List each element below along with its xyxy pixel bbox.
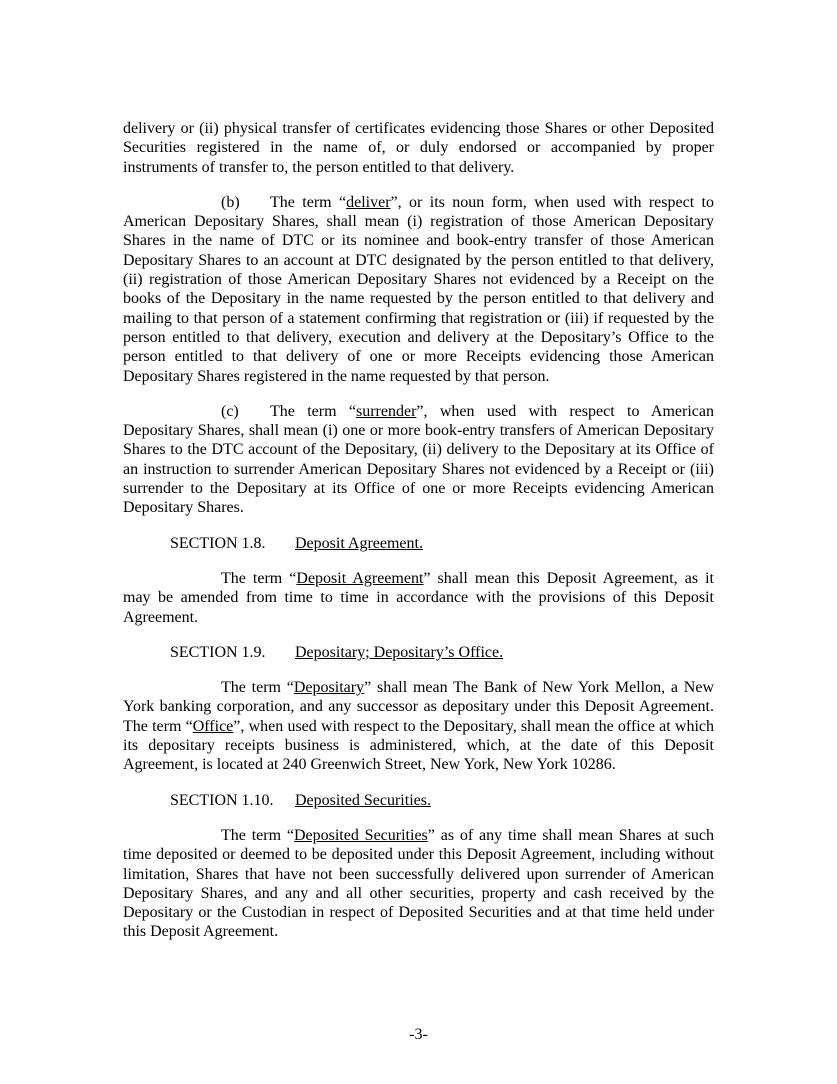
section-heading xyxy=(170,534,714,553)
text-run: ” shall mean this Deposit Agreement, as it may be amended from time to time in accordance with the provisions of this Deposit Agreement. xyxy=(123,569,714,626)
text-run: The term “ xyxy=(221,826,294,844)
text-run: delivery or (ii) physical transfer of certificates evidencing those Shares or other Deposited Securities registered in the name of, or duly endorsed or accompanied by proper instruments of transfer to, the person entitled to that delivery. xyxy=(123,120,714,176)
document-body xyxy=(123,119,714,958)
paragraph xyxy=(123,678,714,774)
section-title: Deposited Securities. xyxy=(295,791,431,809)
paragraph xyxy=(123,119,714,177)
paragraph-label: (b) xyxy=(221,193,240,211)
text-run: ”, when used with respect to the Depositary, shall mean the office at which its depositary receipts business is administered, which, at the date of this Deposit Agreement, is located at 240 Greenwich Street, New York, New York 10286. xyxy=(123,717,714,774)
text-run: ”, when used with respect to American Depositary Shares, shall mean (i) one or more book-entry transfers of American Depositary Shares to the DTC account of the Depositary, (ii) delivery to the Depositary at its Office of an instruction to surrender American Depositary Shares not evidenced by a Receipt or (iii) surrender to the Depositary at its Office of one or more Receipts evidencing American Depositary Shares. xyxy=(123,402,714,517)
section-number: SECTION 1.8. xyxy=(170,534,266,552)
text-run: ”, or its noun form, when used with respect to American Depositary Shares, shall mean (i) registration of those American Depositary Shares in the name of DTC or its nominee and book-entry transfer of those American Depositary Shares to an account at DTC designated by the person entitled to that delivery, (ii) registration of those American Depositary Shares not evidenced by a Receipt on the books of the Depositary in the name requested by the person entitled to that delivery and mailing to that person of a statement confirming that registration or (iii) if requested by the person entitled to that delivery, execution and delivery at the Depositary’s Office to the person entitled to that delivery of one or more Receipts evidencing those American Depositary Shares registered in the name requested by that person. xyxy=(123,193,715,385)
section-number: SECTION 1.10. xyxy=(170,791,274,809)
text-run: The term “ xyxy=(221,569,297,587)
page-number: -3- xyxy=(409,1026,428,1043)
section-title: Depositary; Depositary’s Office. xyxy=(295,643,504,661)
section-heading xyxy=(170,643,714,662)
text-run: The term “ xyxy=(270,193,347,211)
defined-term: surrender xyxy=(356,402,417,420)
section-title: Deposit Agreement. xyxy=(295,534,423,552)
defined-term: Depositary xyxy=(293,679,365,697)
text-run: ” shall mean The Bank of New York Mellon, a New York banking corporation, and any successor as depositary under this Deposit Agreement. The term “ xyxy=(123,679,715,735)
paragraph xyxy=(123,193,714,386)
text-run: ” as of any time shall mean Shares at such time deposited or deemed to be deposited under this Deposit Agreement, including without limitation, Shares that have not been successfully delivered upon surrender of American Depositary Shares, and any and all other securities, property and cash received by the Depositary or the Custodian in respect of Deposited Securities and at that time held under this Deposit Agreement. xyxy=(123,826,714,941)
paragraph xyxy=(123,569,714,627)
defined-term: deliver xyxy=(346,193,391,211)
text-run: The term “ xyxy=(270,402,356,420)
section-number: SECTION 1.9. xyxy=(170,643,266,661)
defined-term: Deposit Agreement xyxy=(296,569,424,587)
section-heading xyxy=(170,791,714,810)
paragraph xyxy=(123,826,714,942)
defined-term: Deposited Securities xyxy=(293,826,428,844)
text-run: The term “ xyxy=(221,679,294,697)
paragraph xyxy=(123,402,714,518)
defined-term: Office xyxy=(192,717,234,735)
paragraph-label: (c) xyxy=(221,402,239,420)
